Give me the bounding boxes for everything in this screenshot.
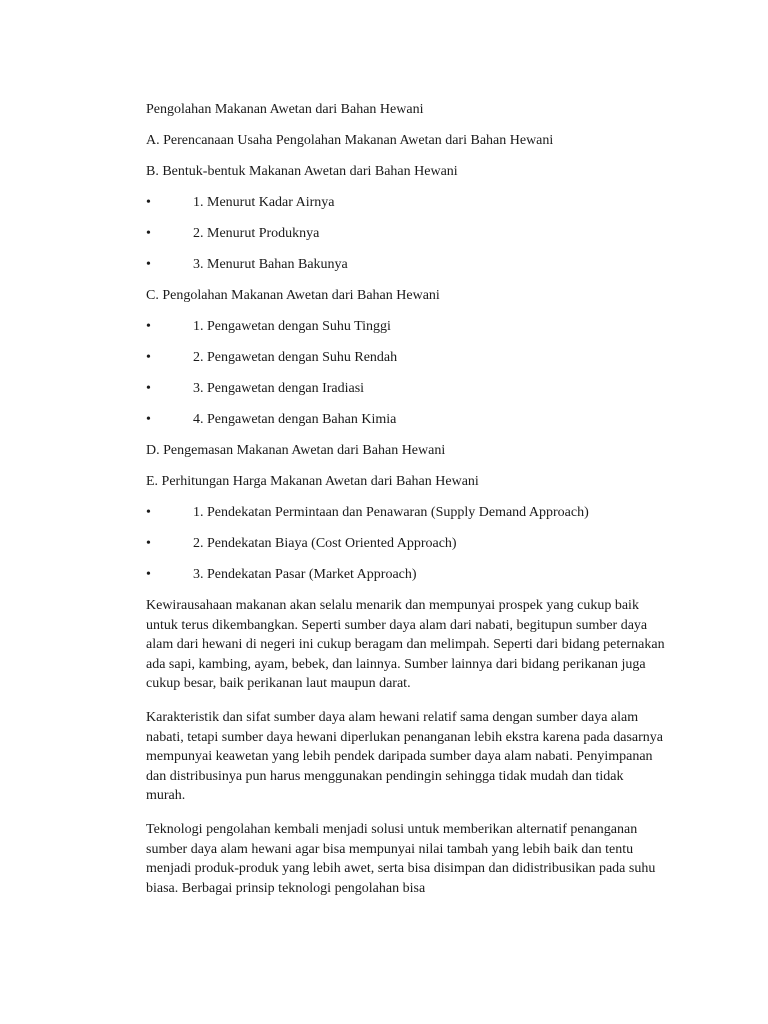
list-item-text: 1. Menurut Kadar Airnya xyxy=(193,195,335,210)
bullet-icon: • xyxy=(146,536,151,551)
bullet-icon: • xyxy=(146,350,151,365)
bullet-icon: • xyxy=(146,412,151,427)
bullet-icon: • xyxy=(146,319,151,334)
list-item xyxy=(146,381,666,397)
list-item-text: 3. Pendekatan Pasar (Market Approach) xyxy=(193,567,417,582)
list-item-text: 3. Pengawetan dengan Iradiasi xyxy=(193,381,365,396)
list-item-text: 2. Pendekatan Biaya (Cost Oriented Approach) xyxy=(193,536,457,551)
bullet-icon: • xyxy=(146,195,151,210)
bullet-icon: • xyxy=(146,257,151,272)
list-item-text: 2. Pengawetan dengan Suhu Rendah xyxy=(193,350,398,365)
section-heading-b: B. Bentuk-bentuk Makanan Awetan dari Bahan Hewani xyxy=(146,164,458,179)
list-item-text: 1. Pendekatan Permintaan dan Penawaran (Supply Demand Approach) xyxy=(193,505,589,520)
list-item xyxy=(146,257,666,273)
document-title: Pengolahan Makanan Awetan dari Bahan Hewani xyxy=(146,102,424,117)
section-heading-c: C. Pengolahan Makanan Awetan dari Bahan Hewani xyxy=(146,288,440,303)
list-item xyxy=(146,536,666,552)
list-item-text: 4. Pengawetan dengan Bahan Kimia xyxy=(193,412,397,427)
section-heading-d: D. Pengemasan Makanan Awetan dari Bahan Hewani xyxy=(146,443,446,458)
body-paragraph: Kewirausahaan makanan akan selalu menarik dan mempunyai prospek yang cukup baik untuk terus dikembangkan. Seperti sumber daya alam dari nabati, begitupun sumber daya alam dari hewani di negeri ini cukup beragam dan melimpah. Seperti dari bidang peternakan ada sapi, kambing, ayam, bebek, dan lainnya. Sumber lainnya dari bidang perikanan juga cukup besar, baik perikanan laut maupun darat. xyxy=(146,598,665,692)
list-item-text: 1. Pengawetan dengan Suhu Tinggi xyxy=(193,319,391,334)
list-item xyxy=(146,226,666,242)
bullet-icon: • xyxy=(146,567,151,582)
list-item xyxy=(146,505,666,521)
body-paragraph: Teknologi pengolahan kembali menjadi solusi untuk memberikan alternatif penanganan sumber daya alam hewani agar bisa mempunyai nilai tambah yang lebih baik dan tentu menjadi produk-produk yang lebih awet, serta bisa disimpan dan didistribusikan pada suhu biasa. Berbagai prinsip teknologi pengolahan bisa xyxy=(146,821,656,896)
list-item xyxy=(146,195,666,211)
document-page xyxy=(146,102,666,912)
list-item xyxy=(146,567,666,583)
section-heading-e: E. Perhitungan Harga Makanan Awetan dari Bahan Hewani xyxy=(146,474,479,489)
section-heading-a: A. Perencanaan Usaha Pengolahan Makanan Awetan dari Bahan Hewani xyxy=(146,133,554,148)
bullet-icon: • xyxy=(146,226,151,241)
bullet-icon: • xyxy=(146,381,151,396)
list-item-text: 2. Menurut Produknya xyxy=(193,226,320,241)
list-item xyxy=(146,350,666,366)
list-item-text: 3. Menurut Bahan Bakunya xyxy=(193,257,348,272)
list-item xyxy=(146,412,666,428)
list-item xyxy=(146,319,666,335)
body-paragraph: Karakteristik dan sifat sumber daya alam hewani relatif sama dengan sumber daya alam nabati, tetapi sumber daya hewani diperlukan penanganan lebih ekstra karena pada dasarnya mempunyai keawetan yang lebih pendek daripada sumber daya alam nabati. Penyimpanan dan distribusinya pun harus menggunakan pendingin sehingga tidak mudah dan tidak murah. xyxy=(146,709,664,804)
bullet-icon: • xyxy=(146,505,151,520)
